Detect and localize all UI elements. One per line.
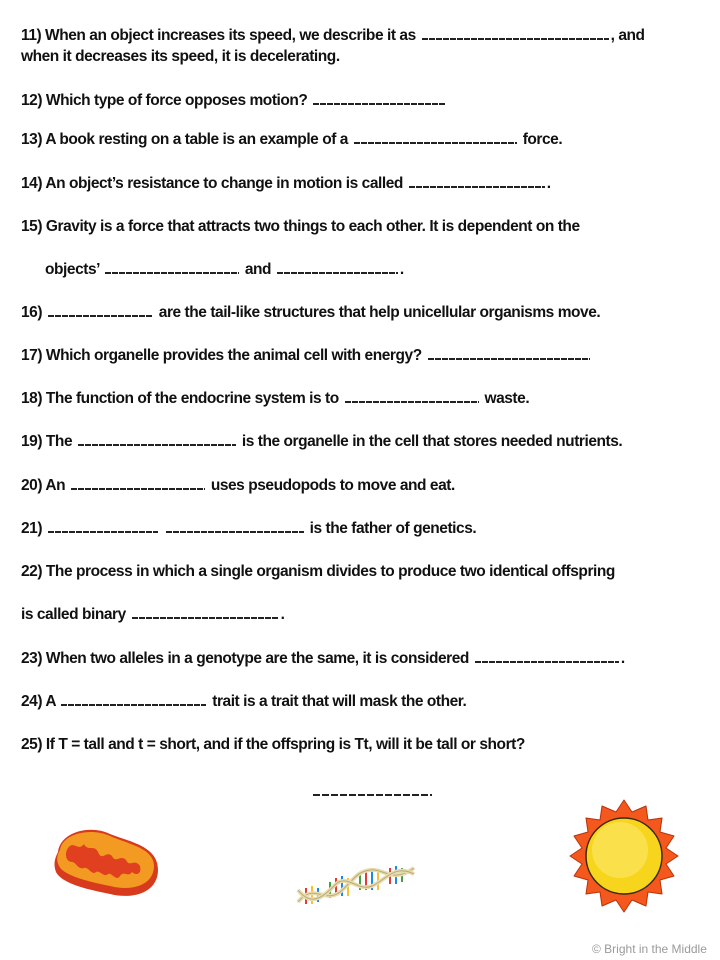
question-25: 25) If T = tall and t = short, and if the offspring is Tt, will it be tall or short? [21, 736, 525, 753]
answer-blank[interactable] [78, 444, 236, 446]
answer-blank-last[interactable] [166, 531, 304, 533]
answer-blank[interactable] [354, 142, 517, 144]
answer-blank[interactable] [105, 272, 239, 274]
answer-blank-q25[interactable] [313, 794, 432, 796]
question-11-line2: when it decreases its speed, it is decelerating. [21, 48, 340, 65]
answer-blank[interactable] [61, 704, 206, 706]
question-24: 24) A trait is a trait that will mask the other. [21, 693, 467, 710]
answer-blank[interactable] [277, 272, 398, 274]
answer-blank[interactable] [71, 488, 205, 490]
dna-icon [294, 862, 418, 910]
question-21: 21) is the father of genetics. [21, 520, 477, 537]
question-17: 17) Which organelle provides the animal cell with energy? [21, 346, 592, 366]
question-15-line2: objects’ and . [45, 261, 404, 278]
question-11: 11) When an object increases its speed, we describe it as , and [21, 27, 645, 44]
question-19: 19) The is the organelle in the cell that stores needed nutrients. [21, 433, 623, 450]
question-12: 12) Which type of force opposes motion? [21, 91, 448, 111]
question-14: 14) An object’s resistance to change in motion is called . [21, 175, 551, 192]
answer-blank[interactable] [313, 103, 446, 105]
answer-blank[interactable] [48, 315, 153, 317]
answer-blank[interactable] [345, 401, 479, 403]
question-23: 23) When two alleles in a genotype are the same, it is considered . [21, 650, 625, 667]
answer-blank[interactable] [132, 617, 279, 619]
mitochondria-icon [50, 822, 162, 902]
sun-icon [564, 796, 684, 916]
question-13: 13) A book resting on a table is an example of a force. [21, 131, 563, 148]
copyright-credit: © Bright in the Middle [592, 942, 707, 956]
question-16: 16) are the tail-like structures that help unicellular organisms move. [21, 304, 601, 321]
question-18: 18) The function of the endocrine system is to waste. [21, 390, 530, 407]
question-22: 22) The process in which a single organism divides to produce two identical offspring [21, 563, 615, 580]
answer-blank[interactable] [409, 186, 545, 188]
question-22-line2: is called binary . [21, 606, 285, 623]
answer-blank[interactable] [475, 661, 619, 663]
answer-blank[interactable] [422, 38, 609, 40]
answer-blank[interactable] [428, 358, 590, 360]
question-20: 20) An uses pseudopods to move and eat. [21, 477, 455, 494]
question-15: 15) Gravity is a force that attracts two things to each other. It is dependent on the [21, 218, 580, 235]
answer-blank-first[interactable] [48, 531, 158, 533]
